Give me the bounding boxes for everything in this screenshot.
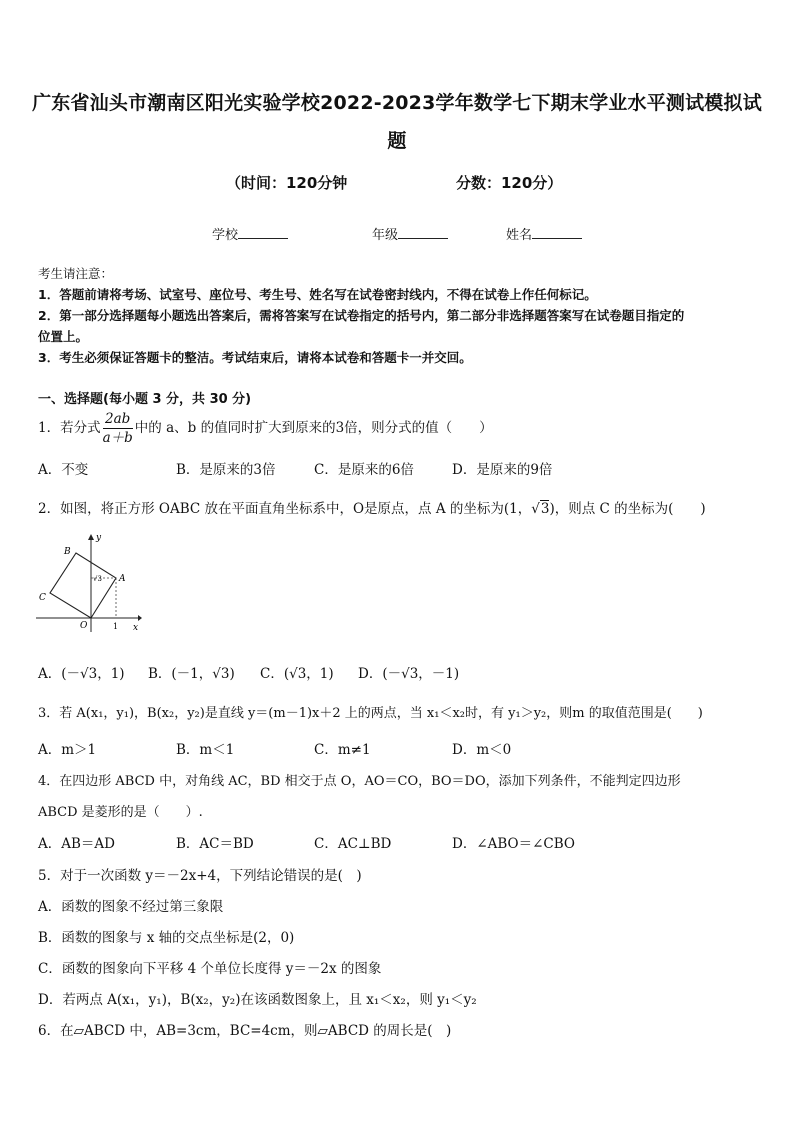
label-one: 1 [113, 622, 119, 631]
label-c: C [39, 593, 46, 603]
x-arrow-icon [138, 615, 142, 621]
label-o: O [80, 621, 88, 631]
name-field[interactable]: 姓名 [506, 224, 582, 243]
q5-option-b[interactable]: B．函数的图象与 x 轴的交点坐标是(2，0) [38, 930, 295, 946]
title-line-2: 题 [387, 130, 407, 152]
q2-option-d[interactable]: D．(－√3，－1) [358, 666, 460, 682]
question-4-line-2: ABCD 是菱形的是（ ）. [38, 805, 203, 820]
total-score: 分数：120分） [456, 174, 563, 192]
grade-field[interactable]: 年级 [372, 224, 448, 243]
y-arrow-icon [88, 534, 94, 540]
q1-option-a[interactable]: A．不变 [38, 462, 89, 478]
q5-option-a[interactable]: A．函数的图象不经过第三象限 [38, 899, 224, 915]
coordinate-figure [34, 530, 144, 635]
notice-item: 位置上。 [38, 329, 89, 344]
q5-option-d[interactable]: D．若两点 A(x₁，y₁)，B(x₂，y₂)在该函数图象上，且 x₁＜x₂，则 y₁＜y₂ [38, 992, 477, 1008]
question-4-line-1: 4．在四边形 ABCD 中，对角线 AC，BD 相交于点 O，AO＝CO，BO＝DO，添加下列条件，不能判定四边形 [38, 774, 681, 789]
question-2: 2．如图，将正方形 OABC 放在平面直角坐标系中，O是原点，点 A 的坐标为(1，√3)，则点 C 的坐标为( ) [38, 501, 706, 517]
q1-option-d[interactable]: D．是原来的9倍 [452, 462, 553, 478]
question-5: 5．对于一次函数 y＝－2x+4，下列结论错误的是( ) [38, 868, 362, 884]
q4-option-b[interactable]: B．AC＝BD [176, 836, 254, 852]
question-1: 1．若分式 $\frac{2ab}{a+b}$ 中的 a、b 的值同时扩大到原来的3倍，则分式的值（ ） [38, 411, 493, 446]
label-b: B [64, 547, 71, 557]
q1-option-b[interactable]: B．是原来的3倍 [176, 462, 276, 478]
fraction: $\frac{2ab}{a+b}$ [102, 411, 133, 446]
question-6: 6．在▱ABCD 中，AB=3cm，BC=4cm，则▱ABCD 的周长是( ) [38, 1023, 452, 1039]
q2-option-c[interactable]: C．(√3，1) [260, 666, 334, 682]
q4-option-a[interactable]: A．AB＝AD [38, 836, 115, 852]
q3-option-c[interactable]: C．m≠1 [314, 742, 371, 758]
q3-option-a[interactable]: A．m＞1 [38, 742, 97, 758]
time-limit: （时间：120分钟 [226, 174, 348, 192]
label-a: A [119, 574, 126, 584]
q4-option-d[interactable]: D．∠ABO＝∠CBO [452, 836, 576, 852]
q2-option-a[interactable]: A．(－√3，1) [38, 666, 125, 682]
square-oabc [50, 553, 116, 618]
q3-option-b[interactable]: B．m＜1 [176, 742, 235, 758]
school-field[interactable]: 学校 [212, 224, 288, 243]
notice-item: 1．答题前请将考场、试室号、座位号、考生号、姓名写在试卷密封线内，不得在试卷上作任何标记。 [38, 287, 597, 302]
question-3: 3．若 A(x₁，y₁)，B(x₂，y₂)是直线 y＝(m－1)x＋2 上的两点，当 x₁＜x₂时，有 y₁＞y₂，则m 的取值范围是( ) [38, 706, 703, 721]
q3-option-d[interactable]: D．m＜0 [452, 742, 512, 758]
q5-option-c[interactable]: C．函数的图象向下平移 4 个单位长度得 y＝－2x 的图象 [38, 961, 382, 977]
title-line-1: 广东省汕头市潮南区阳光实验学校2022-2023学年数学七下期末学业水平测试模拟试 [32, 92, 762, 114]
notice-heading: 考生请注意： [38, 266, 114, 281]
notice-item: 3．考生必须保证答题卡的整洁。考试结束后，请将本试卷和答题卡一并交回。 [38, 350, 472, 365]
notice-block [38, 263, 760, 368]
q4-option-c[interactable]: C．AC⊥BD [314, 836, 392, 852]
section-title: 一、选择题(每小题 3 分，共 30 分) [38, 392, 252, 407]
q1-option-c[interactable]: C．是原来的6倍 [314, 462, 414, 478]
label-y: y [96, 533, 102, 543]
label-root3: √3 [93, 575, 102, 583]
exam-title [30, 84, 764, 160]
notice-item: 2．第一部分选择题每小题选出答案后，需将答案写在试卷指定的括号内，第二部分非选择题答案写在试卷题目指定的 [38, 308, 685, 323]
label-x: x [133, 623, 139, 633]
q2-option-b[interactable]: B．(－1，√3) [148, 666, 235, 682]
